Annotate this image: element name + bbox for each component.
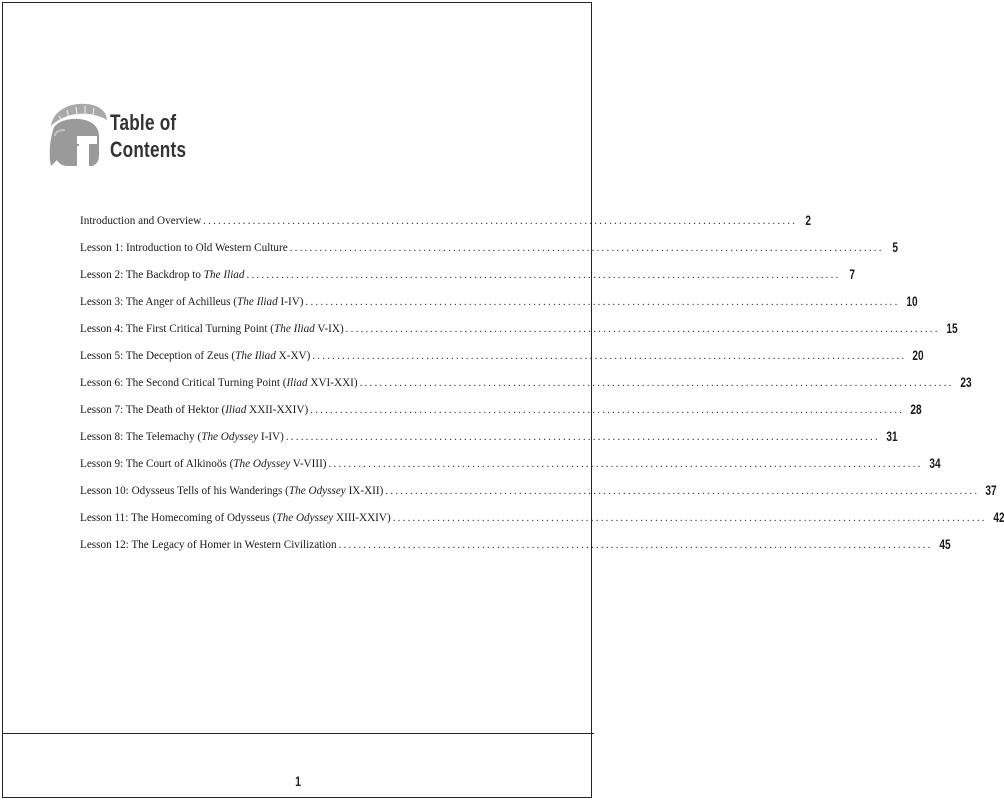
toc-entry-title <box>80 404 308 416</box>
toc-entry-work-title: Iliad <box>225 404 247 416</box>
dot-leader: ........................................................................................................................ <box>392 512 987 524</box>
toc-page-number: 34 <box>928 455 941 471</box>
toc-entry-title <box>80 485 383 497</box>
dot-leader: ........................................................................................................................ <box>312 350 907 362</box>
dot-leader: ........................................................................................................................ <box>203 215 798 227</box>
toc-page-number: 42 <box>993 509 1004 525</box>
toc-entry[interactable] <box>80 200 812 228</box>
dot-leader: ........................................................................................................................ <box>359 377 954 389</box>
toc-page-number: 5 <box>892 239 898 255</box>
toc-entry[interactable] <box>80 254 855 282</box>
toc-page-number: 37 <box>985 482 997 498</box>
toc-entry[interactable] <box>80 497 1004 525</box>
dot-leader: ........................................................................................................................ <box>328 458 923 470</box>
toc-entry-work-title: The Odyssey <box>233 458 291 470</box>
toc-entry[interactable] <box>80 308 958 336</box>
toc-entry-title <box>80 350 310 362</box>
toc-entry-text: Lesson 1: Introduction to Old Western Culture <box>80 242 288 254</box>
toc-entry-work-title: The Iliad <box>274 323 315 335</box>
toc-entry-work-title: The Iliad <box>203 269 245 281</box>
toc-list <box>80 200 1004 552</box>
toc-entry-title <box>80 296 304 308</box>
toc-entry[interactable] <box>80 281 918 309</box>
toc-entry[interactable] <box>80 524 951 552</box>
toc-entry-title <box>80 377 358 389</box>
dot-leader: ........................................................................................................................ <box>385 485 980 497</box>
toc-entry-title <box>80 215 201 227</box>
toc-entry-text-suffix: XIII-XXIV) <box>333 512 391 524</box>
toc-title <box>110 109 186 163</box>
toc-entry-title <box>80 458 327 470</box>
toc-entry-text: Lesson 11: The Homecoming of Odysseus ( <box>80 512 277 524</box>
toc-entry-text: Lesson 7: The Death of Hektor ( <box>80 404 226 416</box>
dot-leader: ........................................................................................................................ <box>338 539 933 551</box>
toc-entry-work-title: The Odyssey <box>201 431 259 443</box>
toc-entry-text: Lesson 5: The Deception of Zeus ( <box>80 350 236 362</box>
dot-leader: ........................................................................................................................ <box>305 296 900 308</box>
toc-page-number: 15 <box>946 320 958 336</box>
toc-entry-work-title: The Iliad <box>235 350 276 362</box>
dot-leader: ........................................................................................................................ <box>285 431 880 443</box>
toc-entry-text-suffix: X-XV) <box>275 350 311 362</box>
helmet-icon <box>37 96 115 174</box>
toc-entry-text: Lesson 10: Odysseus Tells of his Wanderings ( <box>80 485 289 497</box>
toc-page-number: 10 <box>905 293 918 309</box>
toc-page-number: 23 <box>959 374 972 390</box>
dot-leader: ........................................................................................................................ <box>289 242 884 254</box>
toc-entry-text: Lesson 2: The Backdrop to <box>80 269 204 281</box>
toc-page-number: 2 <box>805 212 812 228</box>
toc-entry[interactable] <box>80 335 924 363</box>
toc-entry[interactable] <box>80 470 997 498</box>
toc-entry-text: Lesson 8: The Telemachy ( <box>80 431 202 443</box>
toc-entry-title <box>80 269 245 281</box>
title-line-1: Table of <box>110 110 177 135</box>
toc-entry-text-suffix: XXII-XXIV) <box>246 404 309 416</box>
toc-entry-title <box>80 539 337 551</box>
toc-page-number: 7 <box>848 266 855 282</box>
toc-entry-text: Lesson 9: The Court of Alkinoös ( <box>80 458 234 470</box>
toc-entry[interactable] <box>80 227 898 255</box>
toc-entry-text-suffix: I-IV) <box>258 431 284 443</box>
toc-entry-text: Introduction and Overview <box>80 215 202 227</box>
toc-entry-title <box>80 242 288 254</box>
footer-divider <box>2 733 594 734</box>
toc-entry-text: Lesson 12: The Legacy of Homer in Western Civilization <box>80 539 337 551</box>
toc-entry-work-title: The Iliad <box>237 296 278 308</box>
toc-entry-text: Lesson 4: The First Critical Turning Point ( <box>80 323 275 335</box>
toc-entry-text-suffix: IX-XII) <box>345 485 384 497</box>
toc-entry-text: Lesson 6: The Second Critical Turning Point ( <box>80 377 287 389</box>
toc-entry[interactable] <box>80 443 941 471</box>
toc-entry[interactable] <box>80 362 972 390</box>
toc-entry-work-title: Iliad <box>286 377 308 389</box>
toc-page-number: 45 <box>938 536 951 552</box>
toc-page-number: 28 <box>910 401 922 417</box>
toc-page-number: 20 <box>912 347 924 363</box>
toc-page-number: 31 <box>886 428 898 444</box>
dot-leader: ........................................................................................................................ <box>246 269 841 281</box>
toc-entry[interactable] <box>80 389 922 417</box>
toc-entry-work-title: The Odyssey <box>276 512 334 524</box>
toc-entry[interactable] <box>80 416 898 444</box>
dot-leader: ........................................................................................................................ <box>310 404 905 416</box>
toc-entry-text-suffix: I-IV) <box>277 296 304 308</box>
toc-entry-title <box>80 323 344 335</box>
toc-entry-work-title: The Odyssey <box>288 485 346 497</box>
toc-entry-title <box>80 512 391 524</box>
toc-entry-title <box>80 431 284 443</box>
toc-entry-text-suffix: XVI-XXI) <box>307 377 358 389</box>
title-line-2: Contents <box>110 137 187 162</box>
page-number: 1 <box>295 773 301 789</box>
dot-leader: ........................................................................................................................ <box>345 323 940 335</box>
toc-entry-text-suffix: V-VIII) <box>290 458 327 470</box>
toc-entry-text: Lesson 3: The Anger of Achilleus ( <box>80 296 238 308</box>
toc-entry-text-suffix: V-IX) <box>314 323 344 335</box>
